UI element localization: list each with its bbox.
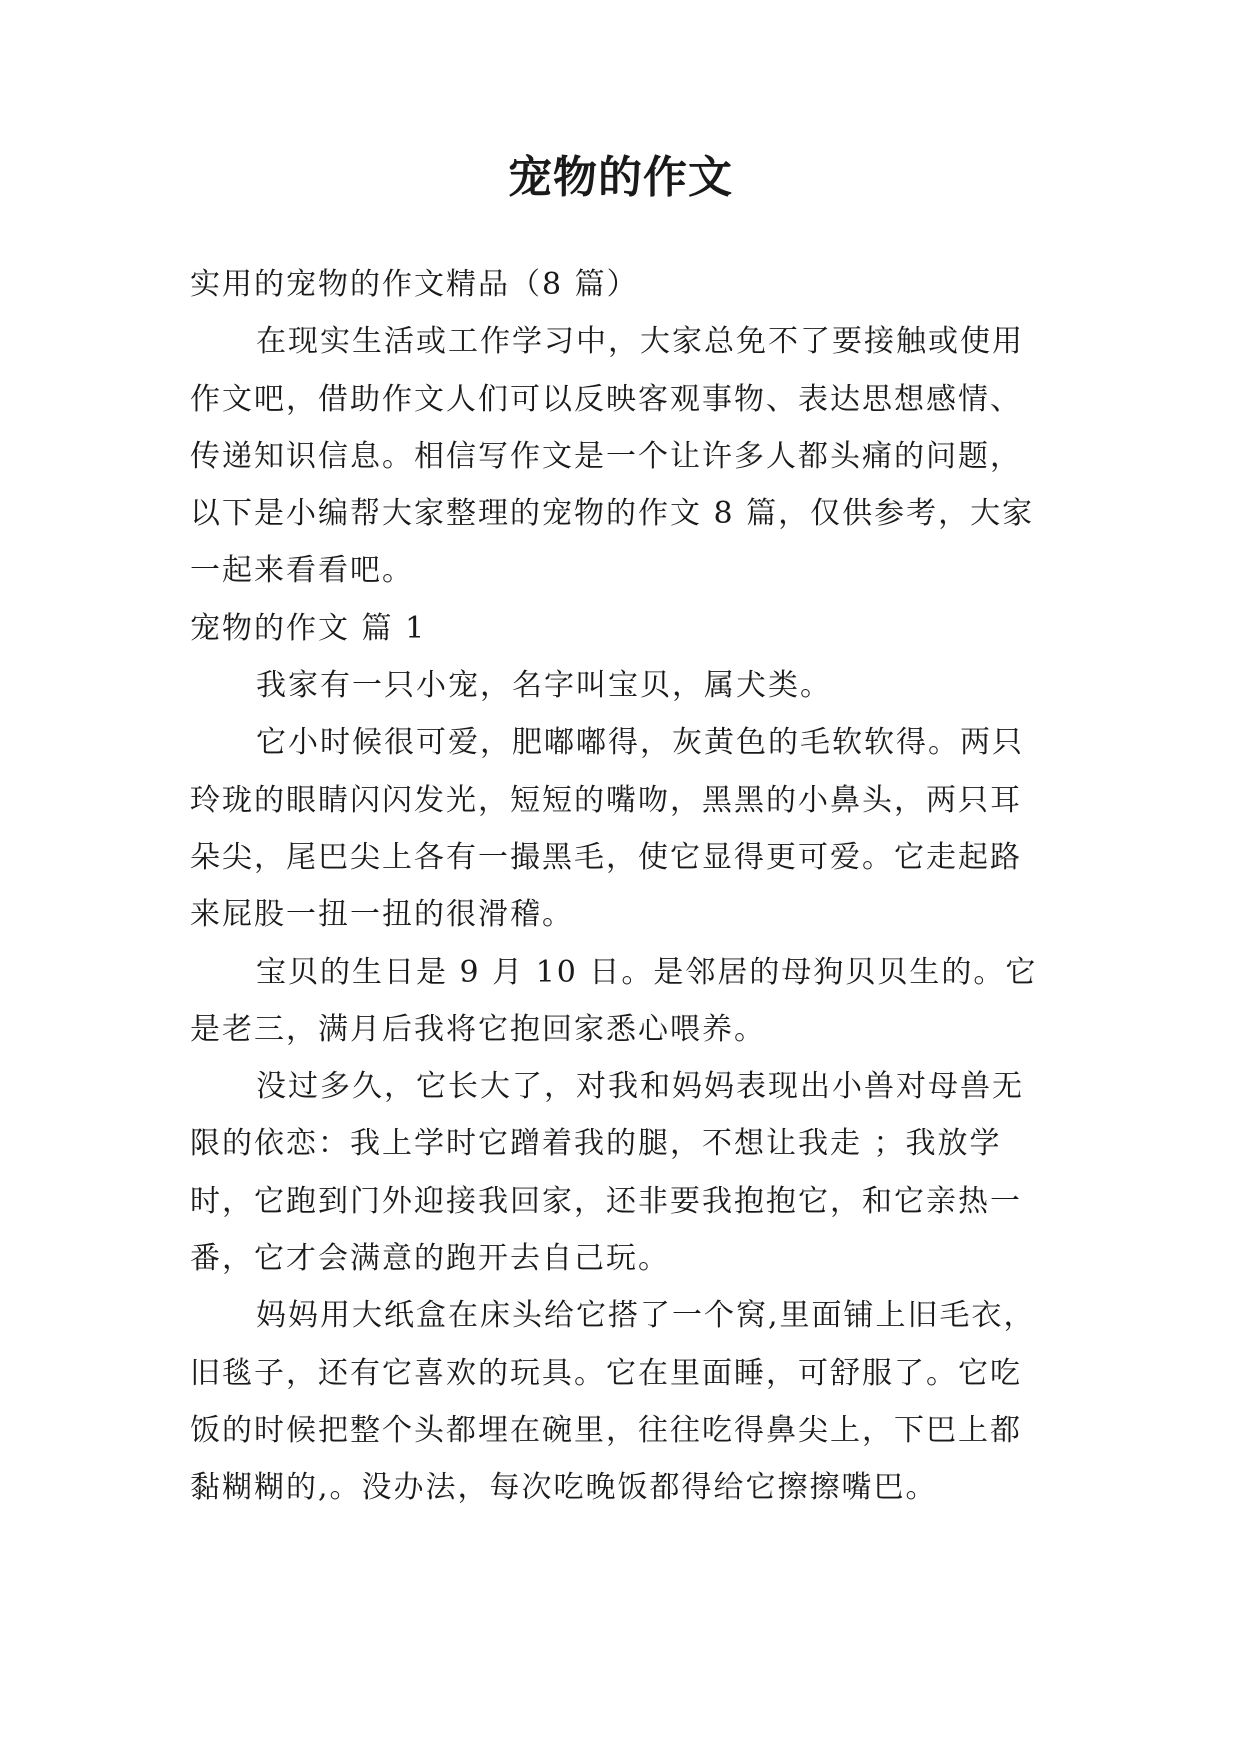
paragraph-line: 一起来看看吧。 xyxy=(190,553,414,589)
paragraph-line: 番，它才会满意的跑开去自己玩。 xyxy=(190,1241,670,1277)
paragraph-line: 是老三，满月后我将它抱回家悉心喂养。 xyxy=(190,1011,766,1047)
paragraph-line: 在现实生活或工作学习中，大家总免不了要接触或使用 xyxy=(256,324,1024,360)
paragraph-line: 作文吧，借助作文人们可以反映客观事物、表达思想感情、 xyxy=(190,381,1022,417)
paragraph-line: 来屁股一扭一扭的很滑稽。 xyxy=(190,897,574,933)
paragraph-line: 传递知识信息。相信写作文是一个让许多人都头痛的问题， xyxy=(190,438,1022,474)
paragraph-line: 没过多久，它长大了，对我和妈妈表现出小兽对母兽无 xyxy=(256,1069,1024,1105)
paragraph-line: 旧毯子，还有它喜欢的玩具。它在里面睡，可舒服了。它吃 xyxy=(190,1355,1022,1391)
subtitle-line: 实用的宠物的作文精品（8 篇） xyxy=(190,267,639,302)
paragraph-line: 限的依恋：我上学时它蹭着我的腿，不想让我走 ；我放学 xyxy=(190,1126,1002,1162)
paragraph-line: 以下是小编帮大家整理的宠物的作文 8 篇，仅供参考，大家 xyxy=(190,496,1035,532)
section-heading: 宠物的作文 篇 1 xyxy=(190,610,427,646)
paragraph-line: 我家有一只小宠，名字叫宝贝，属犬类。 xyxy=(256,668,832,704)
document-title: 宠物的作文 xyxy=(508,152,733,203)
paragraph-line: 饭的时候把整个头都埋在碗里，往往吃得鼻尖上，下巴上都 xyxy=(190,1412,1022,1448)
paragraph-line: 它小时候很可爱，肥嘟嘟得，灰黄色的毛软软得。两只 xyxy=(256,725,1024,761)
paragraph-line: 宝贝的生日是 9 月 10 日。是邻居的母狗贝贝生的。它 xyxy=(256,954,1038,990)
paragraph-line: 朵尖，尾巴尖上各有一撮黑毛，使它显得更可爱。它走起路 xyxy=(190,839,1022,875)
document-body xyxy=(190,256,1070,1517)
paragraph-line: 时，它跑到门外迎接我回家，还非要我抱抱它，和它亲热一 xyxy=(190,1183,1022,1219)
paragraph-line: 黏糊糊的,。没办法，每次吃晚饭都得给它擦擦嘴巴。 xyxy=(190,1470,938,1506)
paragraph-line: 妈妈用大纸盒在床头给它搭了一个窝,里面铺上旧毛衣， xyxy=(256,1298,1036,1334)
paragraph-line: 玲珑的眼睛闪闪发光，短短的嘴吻，黑黑的小鼻头，两只耳 xyxy=(190,782,1022,818)
